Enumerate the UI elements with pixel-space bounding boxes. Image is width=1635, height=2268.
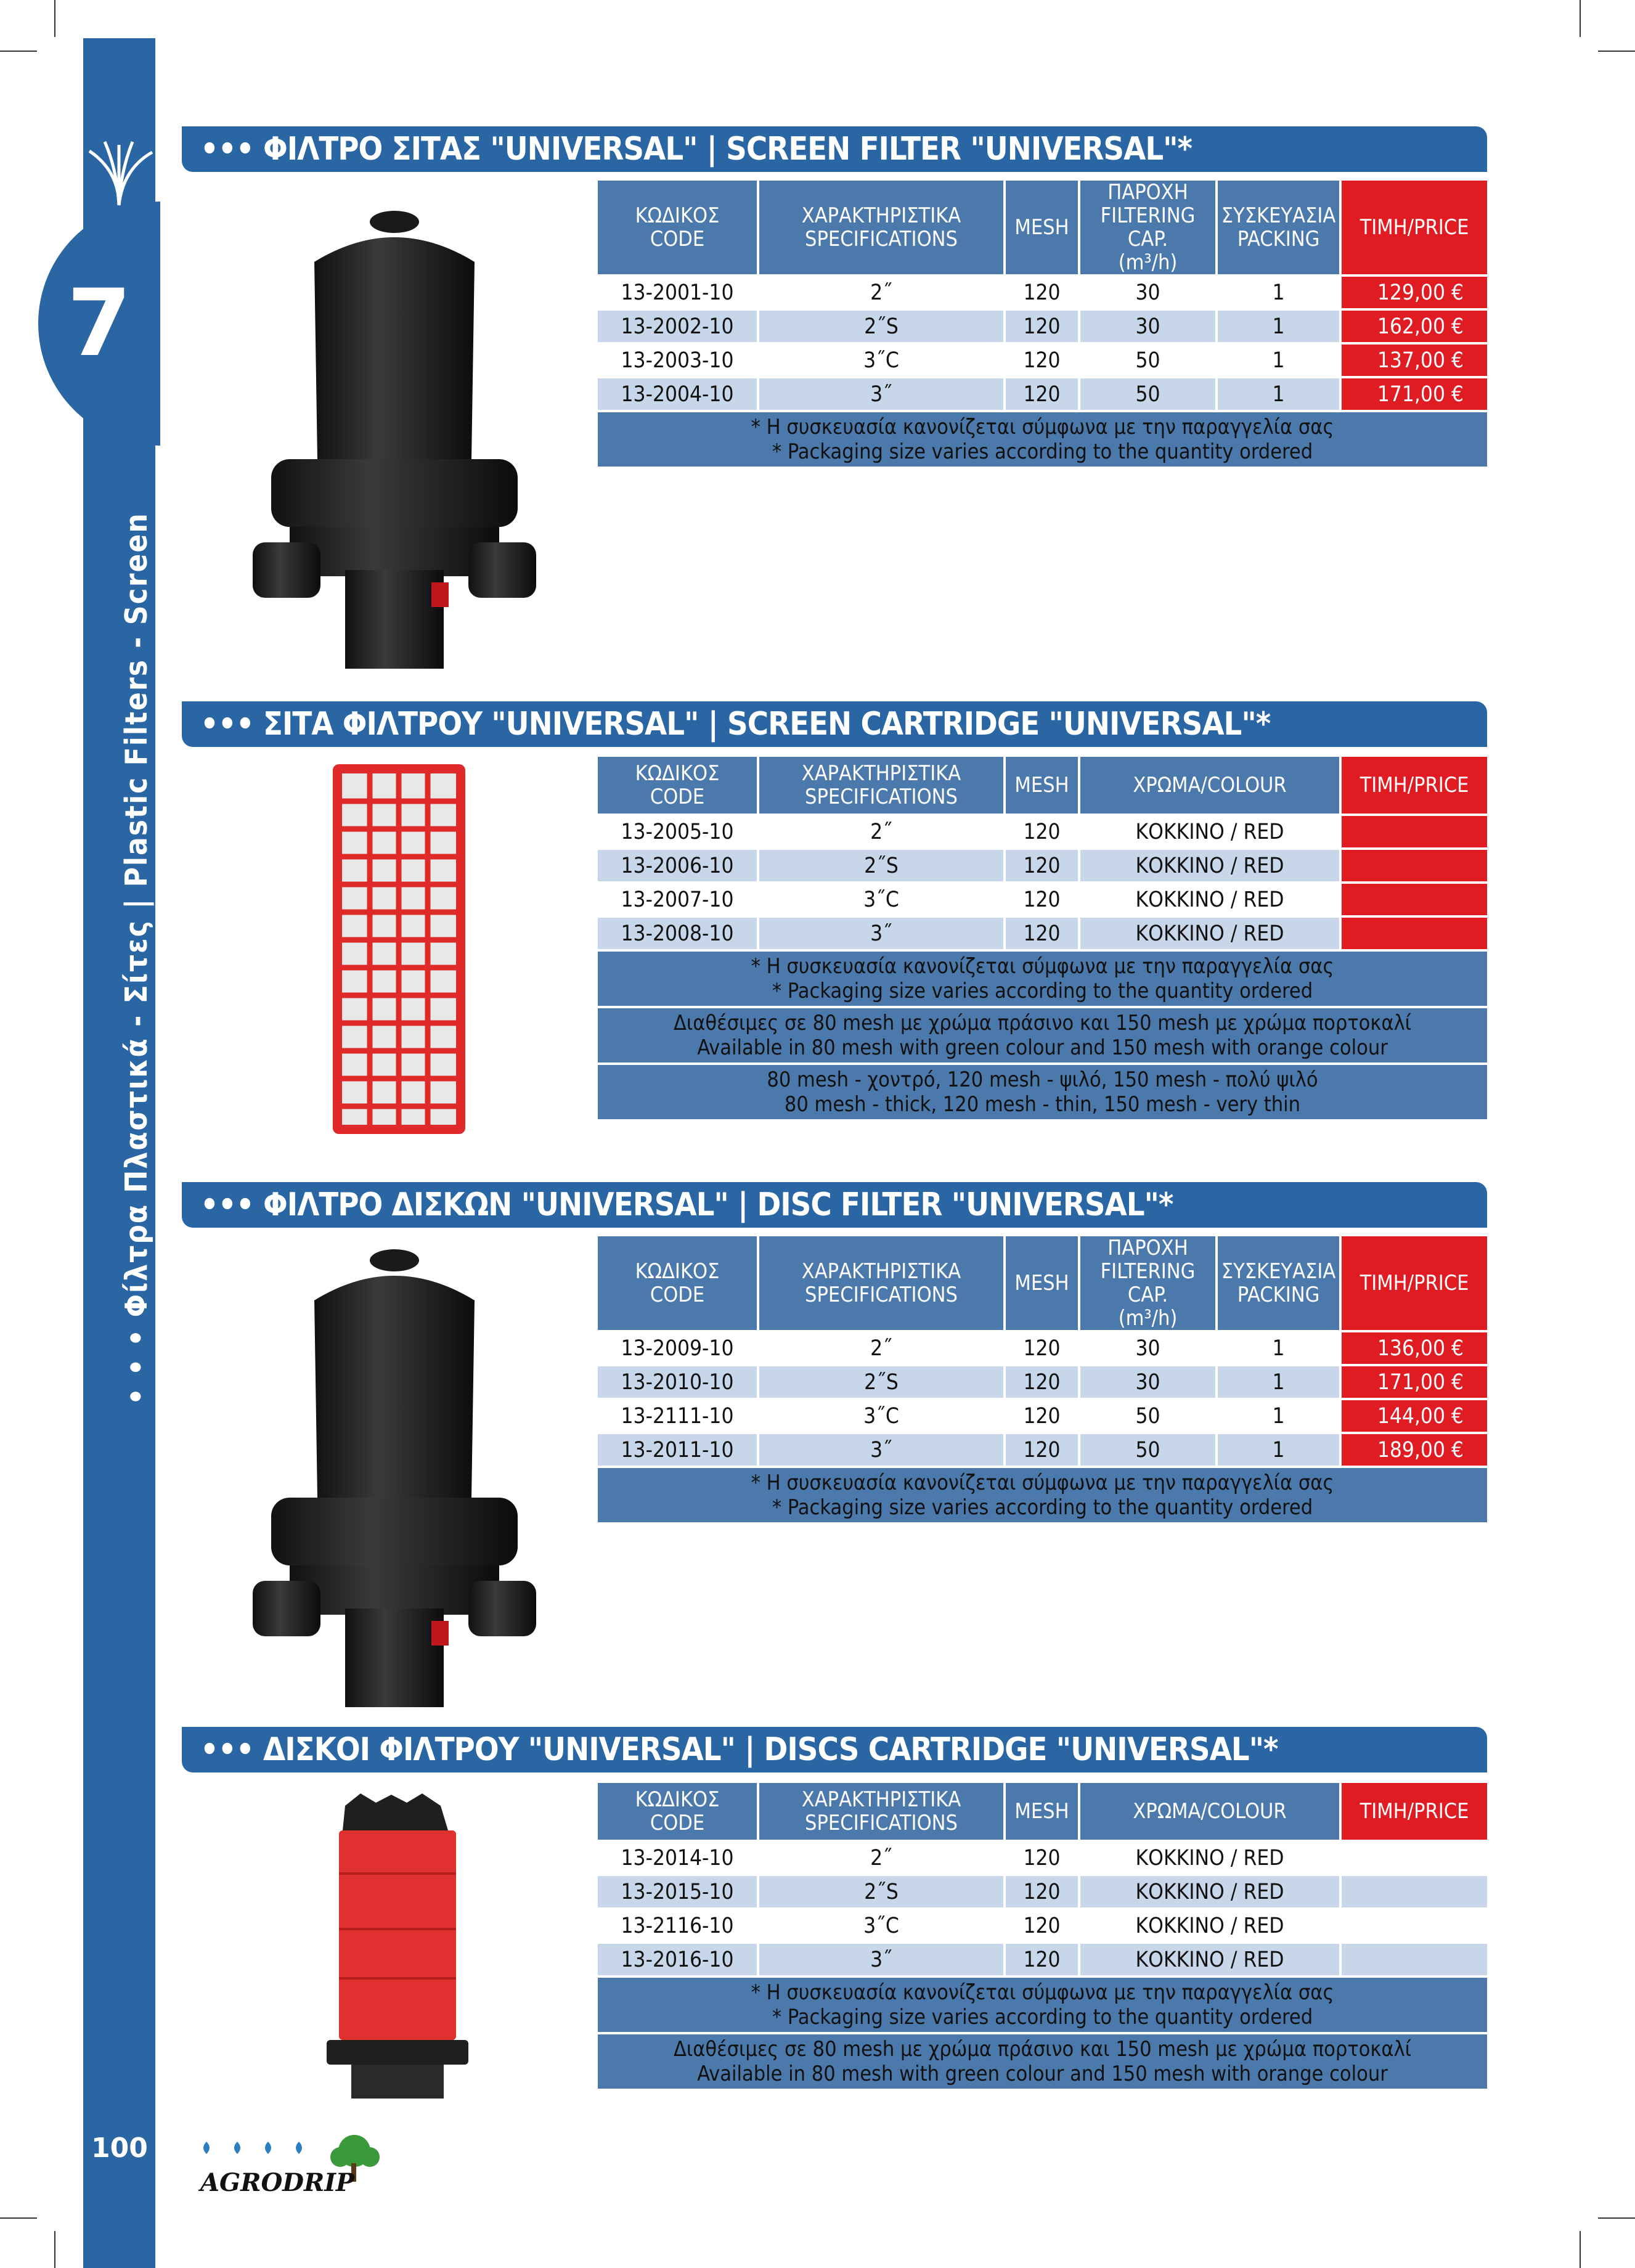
table-row: 13-2016-10 3˝ 120 ΚΟΚΚΙΝΟ / RED	[598, 1944, 1487, 1978]
table-row: 13-2007-10 3˝C 120 ΚΟΚΚΙΝΟ / RED	[598, 884, 1487, 918]
side-title: • • • Φίλτρα Πλαστικά - Σίτες | Plastic Filters - Screen	[119, 512, 154, 1405]
logo-wordmark: AGRODRIP	[200, 2168, 354, 2197]
table-row: 13-2008-10 3˝ 120 ΚΟΚΚΙΝΟ / RED	[598, 918, 1487, 952]
packaging-note: * Η συσκευασία κανονίζεται σύμφωνα με την παραγγελία σας * Packaging size varies according to the quantity ordered	[598, 952, 1487, 1008]
col-flow: ΠΑΡΟΧΗ FILTERING CAP. (m³/h)	[1080, 181, 1218, 277]
crop-mark	[54, 0, 55, 37]
table-row: 13-2116-10 3˝C 120 ΚΟΚΚΙΝΟ / RED	[598, 1910, 1487, 1944]
col-colour: ΧΡΩΜΑ/COLOUR	[1080, 757, 1342, 816]
table-row: 13-2001-10 2˝ 120 30 1 129,00 €	[598, 277, 1487, 311]
water-spray-icon	[83, 139, 155, 206]
screen-filter-image	[253, 200, 536, 675]
table-row: 13-2004-10 3˝ 120 50 1 171,00 €	[598, 378, 1487, 412]
table-row: 13-2011-10 3˝ 120 50 1 189,00 €	[598, 1434, 1487, 1468]
col-mesh: MESH	[1006, 181, 1080, 277]
disc-filter-table: ΚΩΔΙΚΟΣ CODE ΧΑΡΑΚΤΗΡΙΣΤΙΚΑ SPECIFICATIONS MESH ΠΑΡΟΧΗ FILTERING CAP. (m³/h) ΣΥΣΚΕΥΑΣΙΑ PACKING ΤΙΜΗ/PRICE 13-2009-10 2˝ 120 30 1 136,00 € 13-2010-10 2˝S 120 30 1 171,00 € 13-2111-10 3˝C 120 50 1 144,00 € 13-2011-10 3˝ 120 50 1 189,00 € * Η συσκευασία κανονίζεται σύμφωνα με την παραγγελία σας * Packaging size varies according to the quantity ordered	[598, 1236, 1487, 1525]
section-title-screen-cartridge: ••• ΣΙΤΑ ΦΙΛΤΡΟΥ "UNIVERSAL" | SCREEN CARTRIDGE "UNIVERSAL"*	[182, 701, 1487, 747]
crop-mark	[0, 2217, 37, 2219]
crop-mark	[1580, 2231, 1581, 2268]
screen-cartridge-table: ΚΩΔΙΚΟΣ CODE ΧΑΡΑΚΤΗΡΙΣΤΙΚΑ SPECIFICATIONS MESH ΧΡΩΜΑ/COLOUR ΤΙΜΗ/PRICE 13-2005-10 2˝ 120 ΚΟΚΚΙΝΟ / RED 13-2006-10 2˝S 120 ΚΟΚΚΙΝΟ / RED 13-2007-10 3˝C 120 ΚΟΚΚΙΝΟ / RED 13-2008-10 3˝ 120 ΚΟΚΚΙΝΟ / RED * Η συσκευασία κανονίζεται σύμφωνα με την παραγγελία σας * Packaging size varies according to the quantity ordered Διαθέσιμες σε 80 mesh με χρώμα πράσινο και 150 mesh με χρώμα πορτοκαλί Available in 80 mesh with green colour and 150 mesh with orange colour 80 mesh - χοντρό, 120 mesh - ψιλό, 150 mesh - πολύ ψιλό 80 mesh - thick, 120 mesh - thin, 150 mesh - very thin	[598, 757, 1487, 1122]
crop-mark	[1598, 2217, 1635, 2219]
chapter-number: 7	[67, 270, 132, 377]
col-spec: ΧΑΡΑΚΤΗΡΙΣΤΙΚΑ SPECIFICATIONS	[759, 181, 1006, 277]
col-packing: ΣΥΣΚΕΥΑΣΙΑ PACKING	[1218, 181, 1342, 277]
table-row: 13-2111-10 3˝C 120 50 1 144,00 €	[598, 1400, 1487, 1434]
discs-cartridge-table: ΚΩΔΙΚΟΣ CODE ΧΑΡΑΚΤΗΡΙΣΤΙΚΑ SPECIFICATIONS MESH ΧΡΩΜΑ/COLOUR ΤΙΜΗ/PRICE 13-2014-10 2˝ 120 ΚΟΚΚΙΝΟ / RED 13-2015-10 2˝S 120 ΚΟΚΚΙΝΟ / RED 13-2116-10 3˝C 120 ΚΟΚΚΙΝΟ / RED 13-2016-10 3˝ 120 ΚΟΚΚΙΝΟ / RED * Η συσκευασία κανονίζεται σύμφωνα με την παραγγελία σας * Packaging size varies according to the quantity ordered Διαθέσιμες σε 80 mesh με χρώμα πράσινο και 150 mesh με χρώμα πορτοκαλί Available in 80 mesh with green colour and 150 mesh with orange colour	[598, 1783, 1487, 2091]
crop-mark	[54, 2231, 55, 2268]
crop-mark	[1598, 51, 1635, 52]
screen-cartridge-image	[333, 764, 465, 1134]
packaging-note: * Η συσκευασία κανονίζεται σύμφωνα με την παραγγελία σας * Packaging size varies according to the quantity ordered	[598, 412, 1487, 469]
table-row: 13-2006-10 2˝S 120 ΚΟΚΚΙΝΟ / RED	[598, 850, 1487, 884]
table-row: 13-2015-10 2˝S 120 ΚΟΚΚΙΝΟ / RED	[598, 1876, 1487, 1910]
table-row: 13-2010-10 2˝S 120 30 1 171,00 €	[598, 1366, 1487, 1400]
agrodrip-logo	[197, 2132, 394, 2200]
col-price: ΤΙΜΗ/PRICE	[1342, 181, 1487, 277]
page-number: 100	[91, 2132, 148, 2164]
screen-filter-table	[598, 181, 1487, 469]
col-code: ΚΩΔΙΚΟΣ CODE	[598, 181, 759, 277]
table-row: 13-2003-10 3˝C 120 50 1 137,00 €	[598, 345, 1487, 378]
crop-mark	[0, 51, 37, 52]
table-row: 13-2014-10 2˝ 120 ΚΟΚΚΙΝΟ / RED	[598, 1842, 1487, 1876]
section-title-disc-filter: ••• ΦΙΛΤΡΟ ΔΙΣΚΩΝ "UNIVERSAL" | DISC FILTER "UNIVERSAL"*	[182, 1182, 1487, 1228]
packaging-note: * Η συσκευασία κανονίζεται σύμφωνα με την παραγγελία σας * Packaging size varies according to the quantity ordered	[598, 1468, 1487, 1525]
section-title-discs-cartridge: ••• ΔΙΣΚΟΙ ΦΙΛΤΡΟΥ "UNIVERSAL" | DISCS CARTRIDGE "UNIVERSAL"*	[182, 1727, 1487, 1772]
table-row: 13-2009-10 2˝ 120 30 1 136,00 €	[598, 1332, 1487, 1366]
section-title-screen-filter: ••• ΦΙΛΤΡΟ ΣΙΤΑΣ "UNIVERSAL" | SCREEN FILTER "UNIVERSAL"*	[182, 126, 1487, 172]
discs-cartridge-image	[317, 1793, 478, 2102]
table-row: 13-2002-10 2˝S 120 30 1 162,00 €	[598, 311, 1487, 345]
disc-filter-image	[253, 1239, 536, 1713]
crop-mark	[1580, 0, 1581, 37]
mesh-info-note: 80 mesh - χοντρό, 120 mesh - ψιλό, 150 mesh - πολύ ψιλό 80 mesh - thick, 120 mesh - thin, 150 mesh - very thin	[598, 1065, 1487, 1122]
availability-note: Διαθέσιμες σε 80 mesh με χρώμα πράσινο και 150 mesh με χρώμα πορτοκαλί Available in 80 mesh with green colour and 150 mesh with orange colour	[598, 1008, 1487, 1065]
table-row: 13-2005-10 2˝ 120 ΚΟΚΚΙΝΟ / RED	[598, 816, 1487, 850]
packaging-note: * Η συσκευασία κανονίζεται σύμφωνα με την παραγγελία σας * Packaging size varies according to the quantity ordered	[598, 1978, 1487, 2034]
availability-note: Διαθέσιμες σε 80 mesh με χρώμα πράσινο και 150 mesh με χρώμα πορτοκαλί Available in 80 mesh with green colour and 150 mesh with orange colour	[598, 2034, 1487, 2091]
